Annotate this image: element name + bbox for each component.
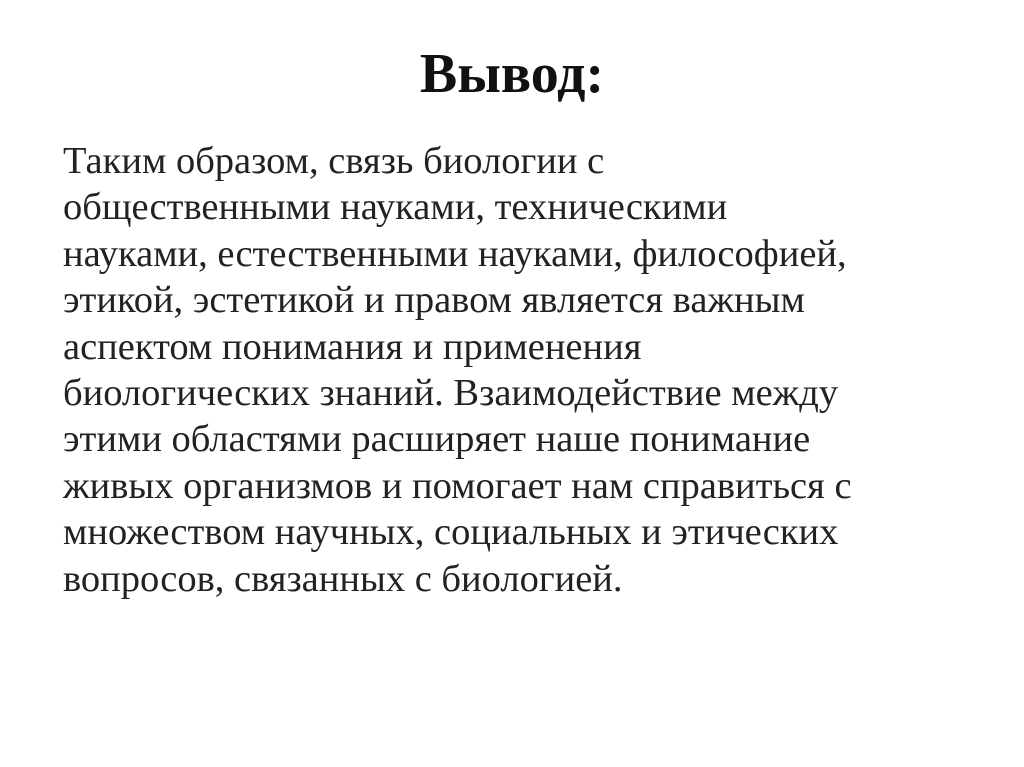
body-line-1: Таким образом, связь биологии с <box>63 140 605 182</box>
body-line-6: биологических знаний. Взаимодействие между <box>63 372 839 415</box>
body-line-3: науками, естественными науками, философией, <box>63 232 847 275</box>
body-line-5: аспектом понимания и применения <box>63 325 642 368</box>
body-line-9: множеством научных, социальных и этических <box>63 511 839 554</box>
body-line-8: живых организмов и помогает нам справиться с <box>63 464 852 507</box>
slide-title: Вывод: <box>419 43 605 105</box>
body-line-4: этикой, эстетикой и правом является важным <box>63 279 805 322</box>
body-line-10: вопросов, связанных с биологией. <box>63 557 623 600</box>
body-line-7: этими областями расширяет наше понимание <box>63 418 811 461</box>
slide-body <box>63 138 963 602</box>
body-line-2: общественными науками, техническими <box>63 186 728 229</box>
